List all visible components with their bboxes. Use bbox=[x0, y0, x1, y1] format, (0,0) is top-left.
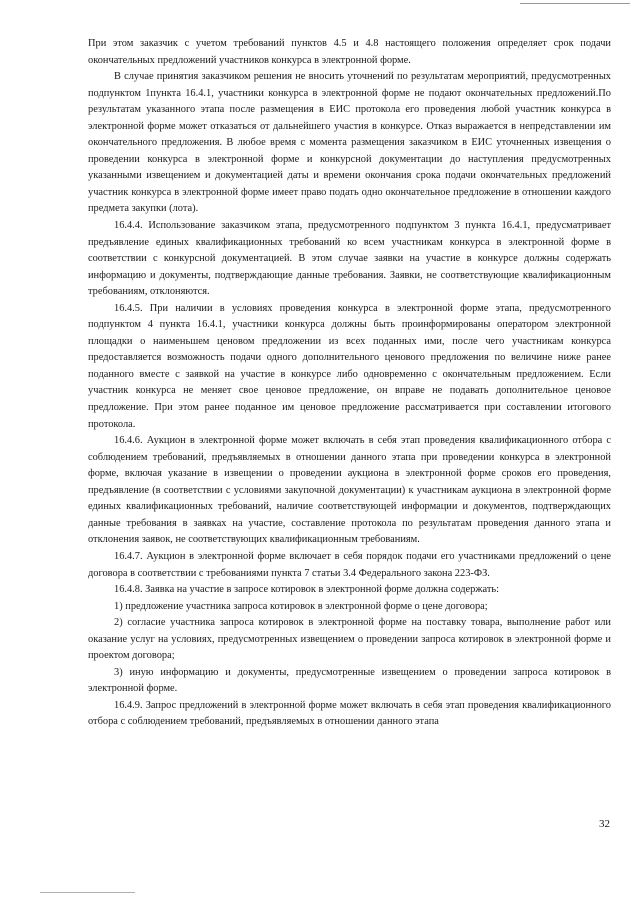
paragraph-16-4-9: 16.4.9. Запрос предложений в электронной форме может включать в себя этап проведения квалификационного отбора с соблюдением требований, предъявляемых в отношении данного этапа bbox=[88, 699, 611, 728]
page-number: 32 bbox=[599, 818, 610, 830]
paragraph-16-4-5: 16.4.5. При наличии в условиях проведения конкурса в электронной форме этапа, предусмотренного подпунктом 4 пункта 16.4.1, участники конкурса должны быть проинформированы оператором электронной площадки о наименьшем ценовом предложении из всех поданных ими, после чего участникам конкурса предоставляется возможность подачи одного дополнительного ценового предложения по величине ниже ранее поданного вместе с заявкой на участие в конкурсе либо одновременно с окончательным предложением. Если участник конкурса не меняет свое ценовое предложение, он вправе не подавать дополнительное ценовое предложение. При этом ранее поданное им ценовое предложение рассматривается при составлении итогового протокола. bbox=[88, 302, 611, 430]
paragraph-16-4-8: 16.4.8. Заявка на участие в запросе котировок в электронной форме должна содержать: bbox=[114, 584, 500, 596]
paragraph-16-4-6: 16.4.6. Аукцион в электронной форме может включать в себя этап проведения квалификационного отбора с соблюдением требований, предъявляемых в отношении данного этапа при проведении конкурса в электронной форме, включая указание в извещении о проведении аукциона в электронной форме сроков его проведения, предъявление (в соответствии с условиями закупочной документации) к участникам аукциона в электронной форме единых квалификационных требований, наличие соответствующей информации и документов, подтверждающих данные требования в заявках на участие, составление протокола по результатам проведения данного этапа и отклонения заявок, не соответствующих квалификационным требованиям. bbox=[88, 435, 611, 546]
paragraph-final-offer-deadline: При этом заказчик с учетом требований пунктов 4.5 и 4.8 настоящего положения определяет срок подачи окончательных предложений участников конкурса в электронной форме. bbox=[88, 38, 611, 66]
list-item-1: 1) предложение участника запроса котировок в электронной форме о цене договора; bbox=[114, 600, 488, 612]
document-body bbox=[88, 36, 611, 731]
paragraph-no-clarifications: В случае принятия заказчиком решения не вносить уточнений по результатам мероприятий, предусмотренных подпунктом 1пункта 16.4.1, участники конкурса в электронной форме не подают окончательных предложений.По результатам указанного этапа после размещения в ЕИС протокола его проведения любой участник конкурса в электронной форме может отказаться от дальнейшего участия в конкурсе. Отказ выражается в непредставлении им окончательного предложения. В любое время с момента размещения заказчиком в ЕИС уточненных извещения о проведении конкурса в электронной форме и конкурсной документации до наступления предусмотренных указанными извещением и документацией даты и времени окончания срока подачи окончательных предложений участник конкурса в электронной форме имеет право подать одно окончательное предложение в отношении каждого предмета закупки (лота). bbox=[88, 71, 611, 215]
paragraph-16-4-4: 16.4.4. Использование заказчиком этапа, предусмотренного подпунктом 3 пункта 16.4.1, предусматривает предъявление единых квалификационных требований ко всем участникам конкурса в электронной форме в соответствии с конкурсной документацией. В этом случае заявки на участие в конкурсе должны содержать информацию и документы, подтверждающие данные требования. Заявки, не соответствующие квалификационным требованиям, отклоняются. bbox=[88, 220, 611, 298]
scan-bottom-rule bbox=[40, 892, 135, 893]
list-item-2: 2) согласие участника запроса котировок в электронной форме на поставку товара, выполнение работ или оказание услуг на условиях, предусмотренных извещением о проведении запроса котировок в электронной форме и проектом договора; bbox=[88, 617, 611, 662]
list-item-3: 3) иную информацию и документы, предусмотренные извещением о проведении запроса котировок в электронной форме. bbox=[88, 666, 611, 695]
paragraph-16-4-7: 16.4.7. Аукцион в электронной форме включает в себя порядок подачи его участниками предложений о цене договора в соответствии с требованиями пункта 7 статьи 3.4 Федерального закона 223-ФЗ. bbox=[88, 550, 611, 579]
scan-top-rule bbox=[520, 3, 630, 4]
